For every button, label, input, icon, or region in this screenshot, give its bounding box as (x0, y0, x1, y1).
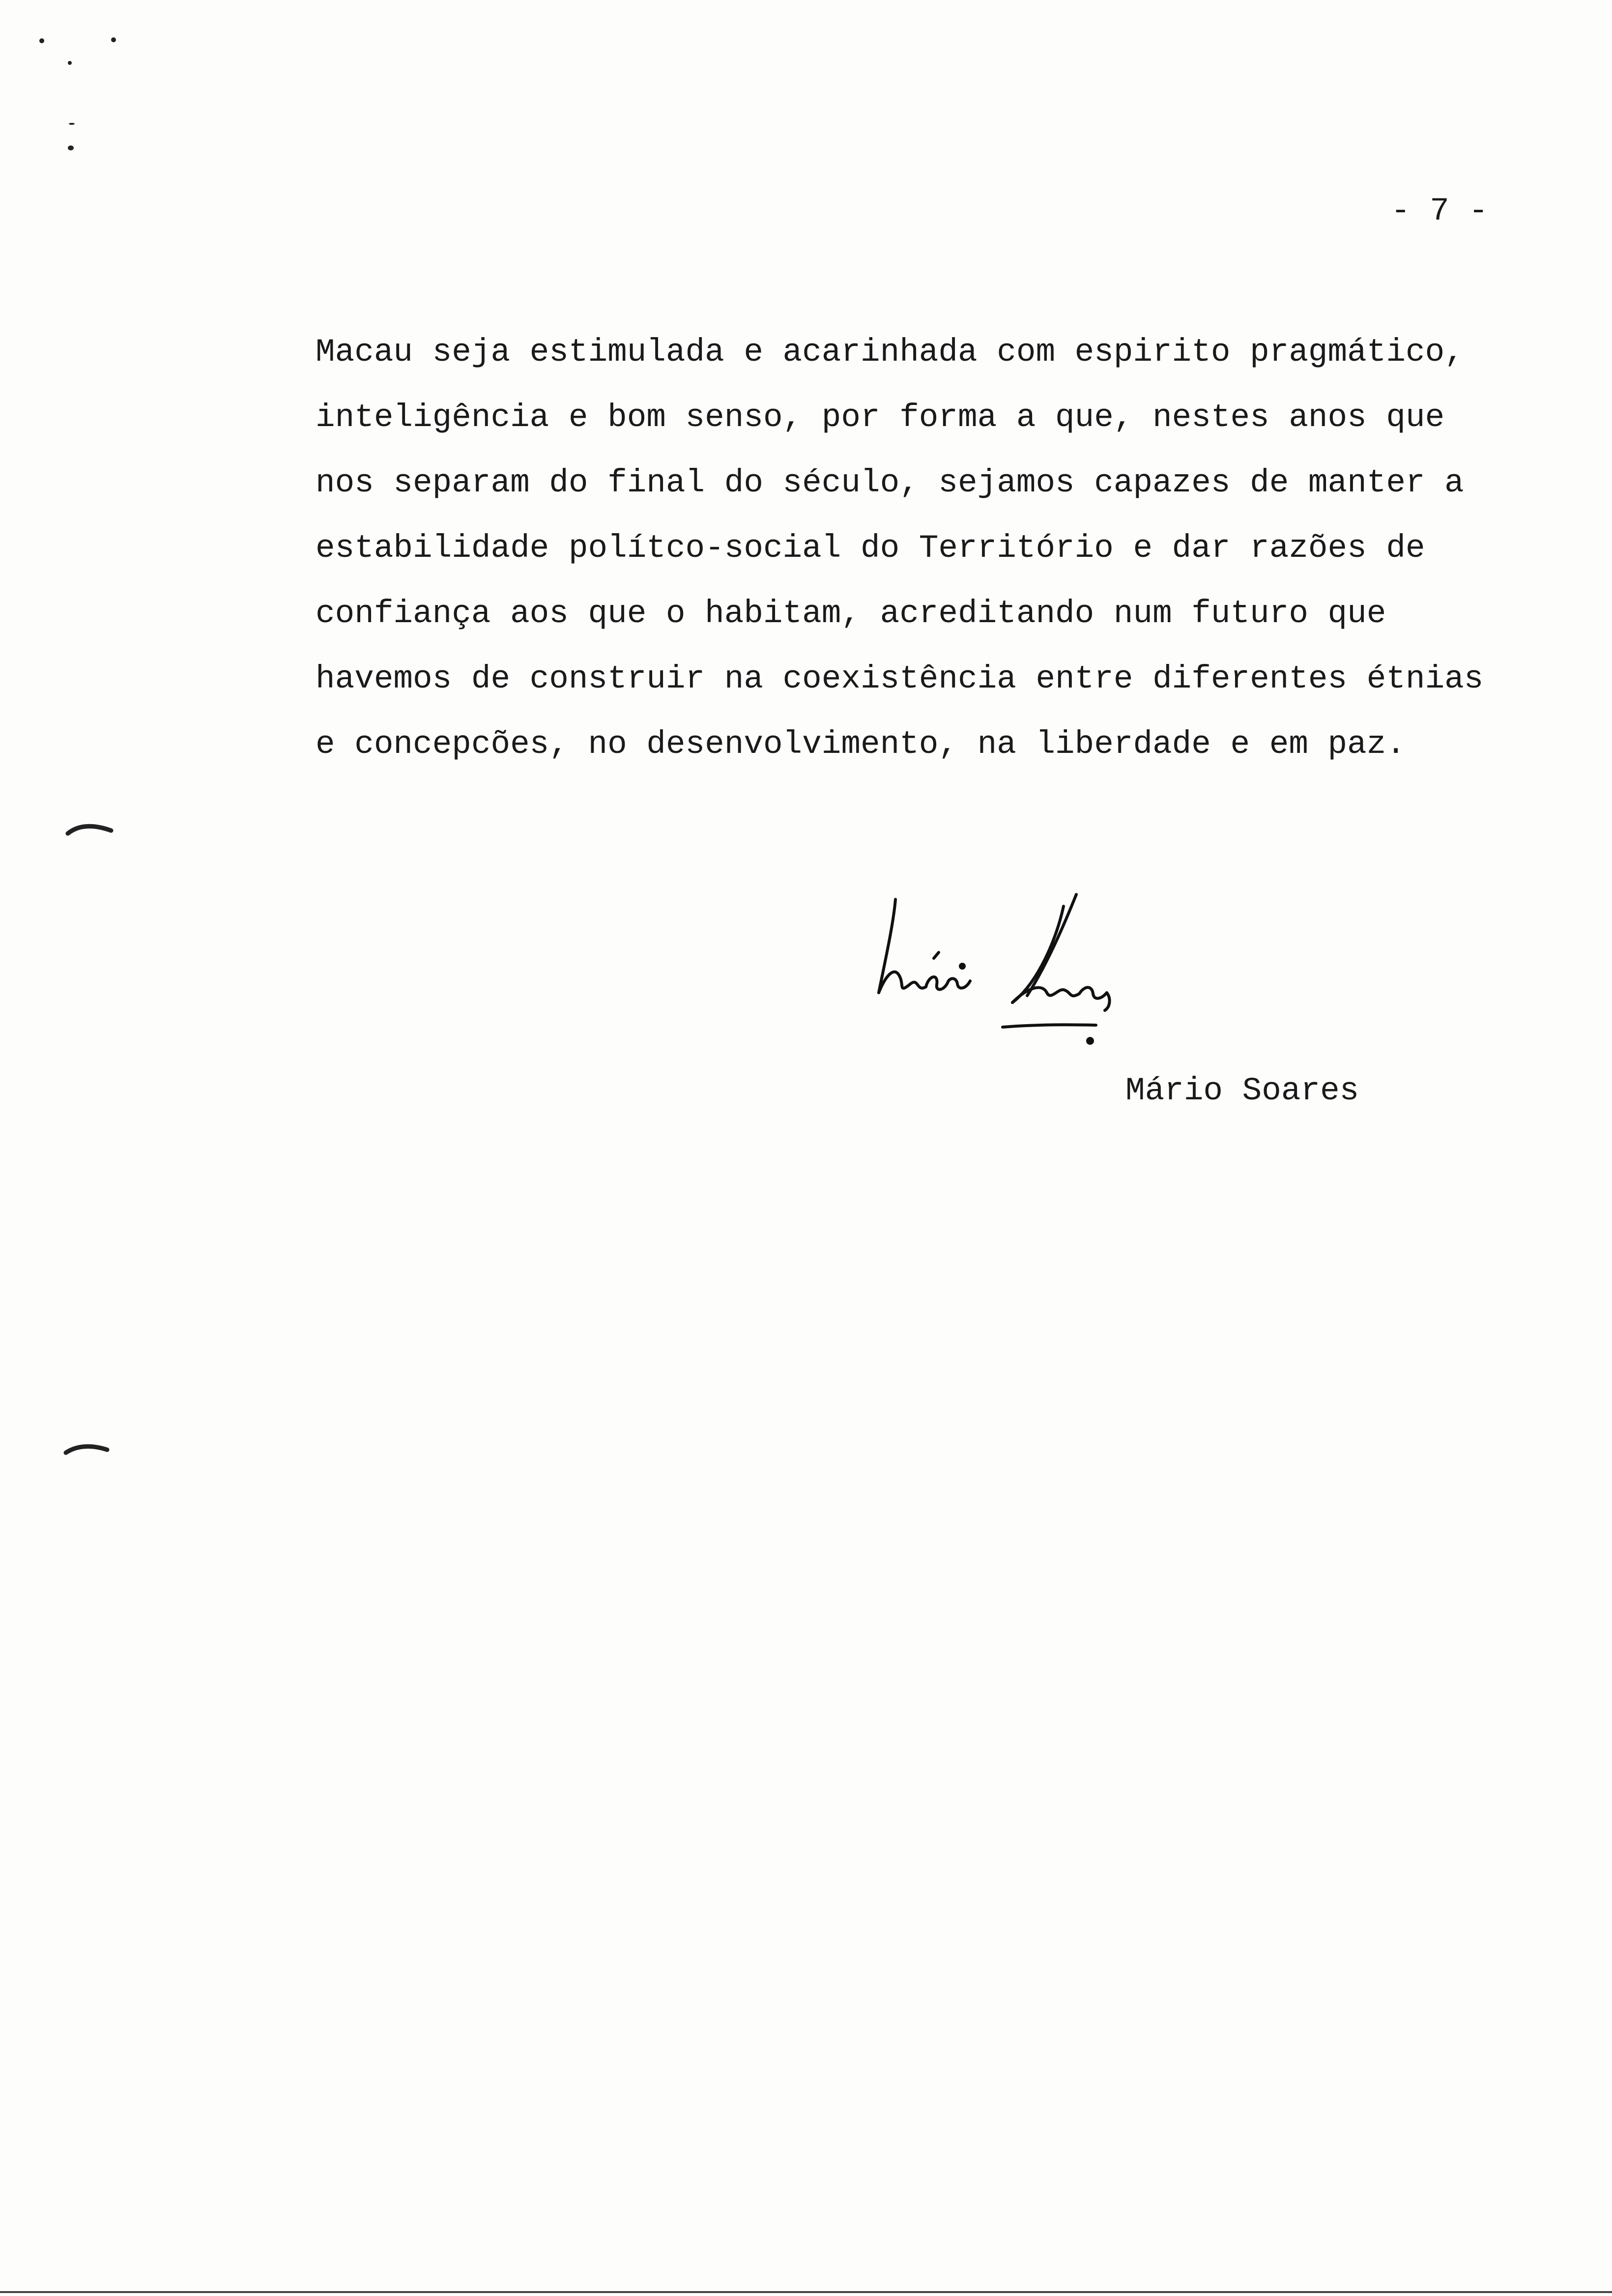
page-number: - 7 - (1391, 193, 1489, 230)
paragraph-line: havemos de construir na coexistência entre diferentes étnias (316, 660, 1484, 697)
handwritten-signature (865, 880, 1140, 1047)
paragraph-line: e concepcões, no desenvolvimento, na liberdade e em paz. (316, 726, 1406, 763)
scan-speck (68, 145, 74, 150)
paragraph-line: confiança aos que o habitam, acreditando num futuro que (316, 595, 1386, 632)
paragraph-line: nos separam do final do século, sejamos capazes de manter a (316, 464, 1464, 501)
scan-speck (111, 37, 116, 42)
paragraph-line: Macau seja estimulada e acarinhada com espirito pragmático, (316, 334, 1464, 371)
scan-speck (39, 38, 44, 43)
paragraph-line: estabilidade polítco-social do Território e dar razões de (316, 530, 1425, 567)
scan-bottom-edge (0, 2291, 1612, 2293)
scan-speck (68, 61, 72, 65)
scan-speck (69, 123, 75, 125)
punch-hole-mark (64, 816, 118, 840)
paragraph-line: inteligência e bom senso, por forma a que, nestes anos que (316, 399, 1445, 436)
body-paragraph (316, 319, 1525, 777)
signatory-name: Mário Soares (1125, 1072, 1359, 1109)
punch-hole-mark (61, 1436, 115, 1461)
